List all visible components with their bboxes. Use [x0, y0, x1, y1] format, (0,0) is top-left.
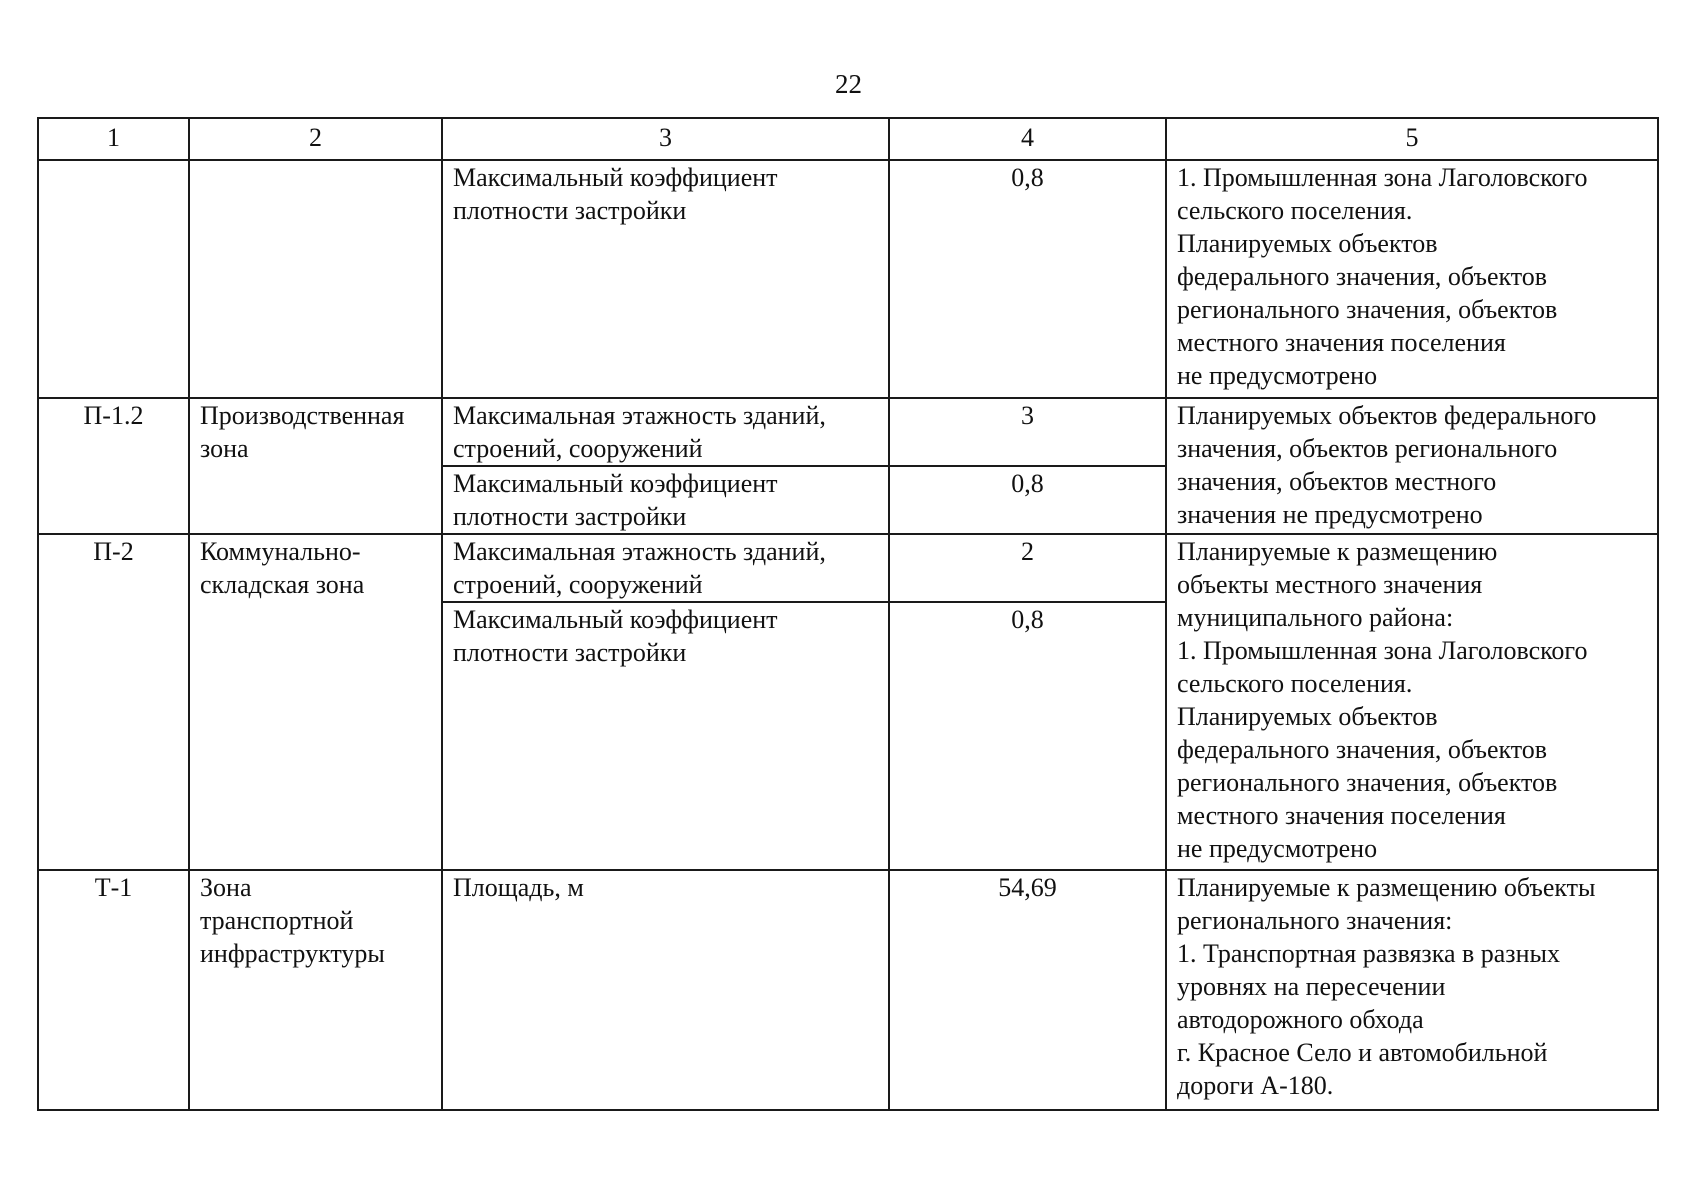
parameter-value-cell: 0,8 — [889, 466, 1166, 534]
parameter-value-cell: 0,8 — [889, 602, 1166, 870]
zone-code-cell — [38, 160, 189, 398]
column-header-4: 4 — [889, 118, 1166, 160]
table-row — [38, 870, 1658, 1110]
parameter-name-cell: Максимальная этажность зданий, строений, сооружений — [442, 398, 889, 466]
zone-name-cell: Производственная зона — [189, 398, 442, 534]
column-header-1: 1 — [38, 118, 189, 160]
parameter-name-cell: Площадь, м — [442, 870, 889, 1110]
parameter-name-cell: Максимальный коэффициент плотности застройки — [442, 466, 889, 534]
zone-name-cell: Коммунально- складская зона — [189, 534, 442, 870]
notes-cell: Планируемых объектов федерального значения, объектов регионального значения, объектов местного значения не предусмотрено — [1166, 398, 1658, 534]
parameter-name-cell: Максимальный коэффициент плотности застройки — [442, 160, 889, 398]
parameter-name-cell: Максимальная этажность зданий, строений, сооружений — [442, 534, 889, 602]
zone-code-cell: П-2 — [38, 534, 189, 870]
column-header-2: 2 — [189, 118, 442, 160]
notes-cell: 1. Промышленная зона Лаголовского сельского поселения. Планируемых объектов федерального значения, объектов регионального значения, объектов местного значения поселения не предусмотрено — [1166, 160, 1658, 398]
table-row — [38, 160, 1658, 398]
page-number: 22 — [835, 69, 862, 99]
parameter-value-cell: 0,8 — [889, 160, 1166, 398]
zone-code-cell: П-1.2 — [38, 398, 189, 534]
zone-code-cell: Т-1 — [38, 870, 189, 1110]
column-header-5: 5 — [1166, 118, 1658, 160]
table-header-row — [38, 118, 1658, 160]
parameter-value-cell: 2 — [889, 534, 1166, 602]
notes-cell: Планируемые к размещению объекты местного значения муниципального района: 1. Промышленная зона Лаголовского сельского поселения. Планируемых объектов федерального значения, объектов регионального значения, объектов местного значения поселения не предусмотрено — [1166, 534, 1658, 870]
table-row — [38, 534, 1658, 602]
table-row — [38, 398, 1658, 466]
notes-cell: Планируемые к размещению объекты регионального значения: 1. Транспортная развязка в разных уровнях на пересечении автодорожного обхода г. Красное Село и автомобильной дороги А-180. — [1166, 870, 1658, 1110]
zone-name-cell — [189, 160, 442, 398]
column-header-3: 3 — [442, 118, 889, 160]
zoning-table — [37, 117, 1659, 1111]
zone-name-cell: Зона транспортной инфраструктуры — [189, 870, 442, 1110]
parameter-value-cell: 54,69 — [889, 870, 1166, 1110]
parameter-value-cell: 3 — [889, 398, 1166, 466]
parameter-name-cell: Максимальный коэффициент плотности застройки — [442, 602, 889, 870]
